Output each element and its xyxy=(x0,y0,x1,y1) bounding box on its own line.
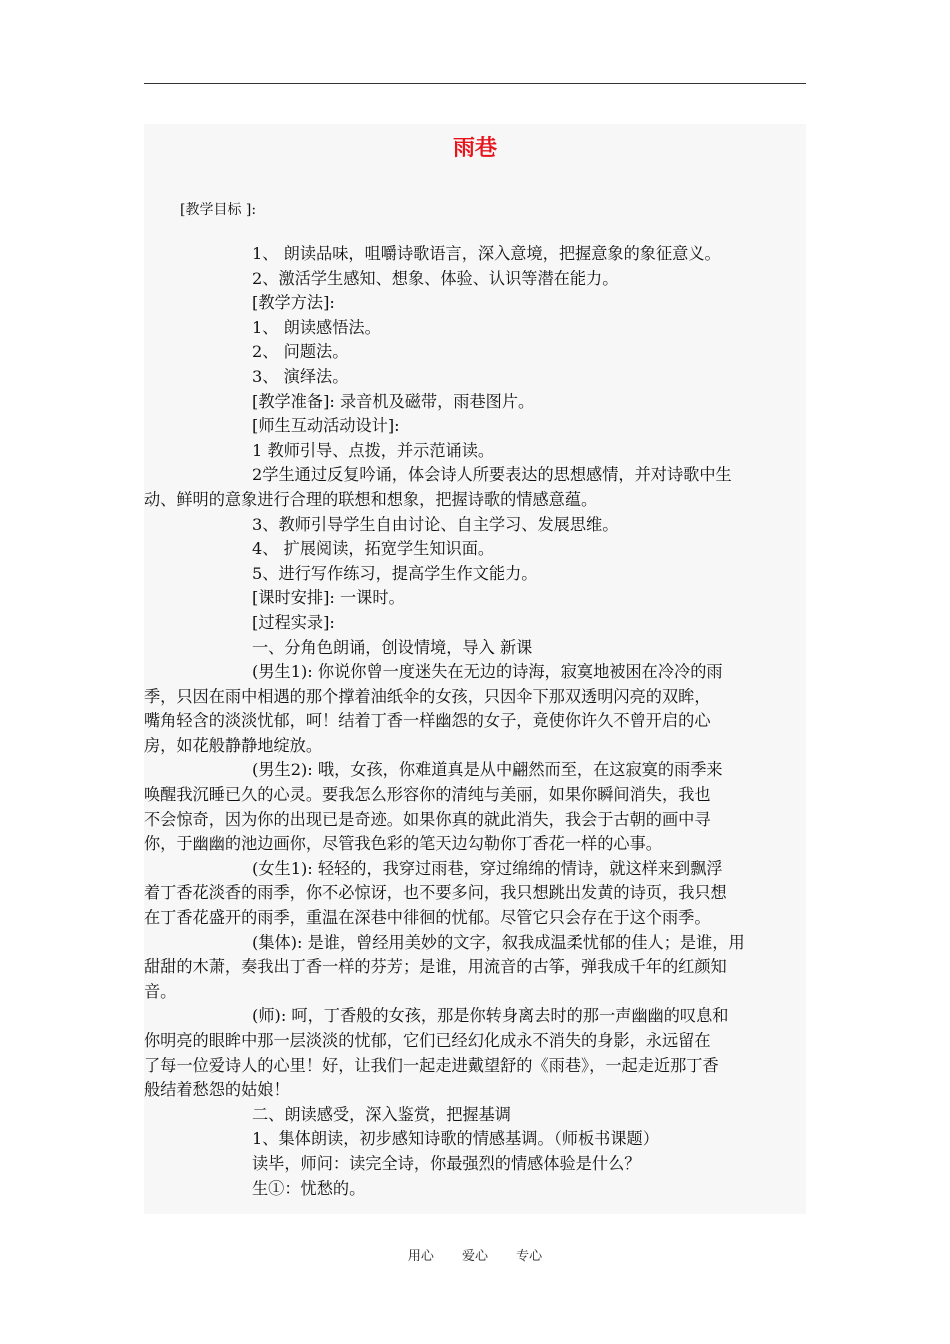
text-line: (师): 呵，丁香般的女孩，那是你转身离去时的那一声幽幽的叹息和 xyxy=(252,1006,729,1026)
text-line: 甜甜的木萧，奏我出丁香一样的芬芳；是谁，用流音的古筝，弹我成千年的红颜知 xyxy=(144,957,727,977)
text-line: [课时安排]: 一课时。 xyxy=(252,588,405,608)
text-line: 了每一位爱诗人的心里！好，让我们一起走进戴望舒的《雨巷》，一起走近那丁香 xyxy=(144,1055,719,1075)
text-line: 读毕，师问：读完全诗，你最强烈的情感体验是什么？ xyxy=(252,1153,641,1173)
document-body xyxy=(144,124,806,1214)
text-line: 你，于幽幽的池边画你，尽管我色彩的笔天边勾勒你丁香花一样的心事。 xyxy=(144,834,662,854)
text-line: [过程实录]: xyxy=(252,612,335,632)
header-rule xyxy=(144,83,806,84)
text-line: 般结着愁怨的姑娘！ xyxy=(144,1080,290,1100)
text-line: 5、进行写作练习，提高学生作文能力。 xyxy=(252,563,538,583)
lesson-plan-text xyxy=(144,242,806,1201)
text-line: 3、教师引导学生自由讨论、自主学习、发展思维。 xyxy=(252,514,619,534)
text-line: 二、朗读感受，深入鉴赏，把握基调 xyxy=(252,1104,511,1124)
text-line: 1、 朗读感悟法。 xyxy=(252,317,381,337)
text-line: 1、 朗读品味，咀嚼诗歌语言，深入意境，把握意象的象征意义。 xyxy=(252,244,721,263)
page-footer xyxy=(0,1248,950,1266)
text-line: 动、鲜明的意象进行合理的联想和想象，把握诗歌的情感意蕴。 xyxy=(144,489,598,509)
text-line: (集体): 是谁，曾经用美妙的文字，叙我成温柔忧郁的佳人；是谁，用 xyxy=(252,932,745,952)
footer-motto-1: 用心 xyxy=(407,1249,434,1264)
document-title: 雨巷 xyxy=(452,136,497,161)
text-line: (女生1): 轻轻的，我穿过雨巷，穿过绵绵的情诗，就这样来到飘浮 xyxy=(252,858,723,878)
text-line: 1 教师引导、点拨，并示范诵读。 xyxy=(252,440,495,460)
teaching-goal-label: [教学目标 ]: xyxy=(180,202,257,218)
text-line: 不会惊奇，因为你的出现已是奇迹。如果你真的就此消失，我会于古朝的画中寻 xyxy=(144,809,711,829)
text-line: 2、激活学生感知、想象、体验、认识等潜在能力。 xyxy=(252,268,619,288)
text-line: 在丁香花盛开的雨季，重温在深巷中徘徊的忧郁。尽管它只会存在于这个雨季。 xyxy=(144,908,711,928)
text-line: 4、 扩展阅读，拓宽学生知识面。 xyxy=(252,539,495,559)
text-line: 音。 xyxy=(144,981,177,1001)
text-line: [教学准备]: 录音机及磁带，雨巷图片。 xyxy=(252,391,535,411)
footer-motto-2: 爱心 xyxy=(461,1249,488,1264)
text-line: 着丁香花淡香的雨季，你不必惊讶，也不要多问，我只想跳出发黄的诗页，我只想 xyxy=(144,883,727,903)
text-line: (男生1): 你说你曾一度迷失在无边的诗海，寂寞地被困在冷冷的雨 xyxy=(252,662,723,682)
text-line: 3、 演绎法。 xyxy=(252,366,349,386)
text-line: (男生2): 哦，女孩，你难道真是从中翩然而至，在这寂寞的雨季来 xyxy=(252,760,723,780)
text-line: 生①：忧愁的。 xyxy=(252,1178,366,1198)
text-line: 2、 问题法。 xyxy=(252,342,349,362)
text-line: 你明亮的眼眸中那一层淡淡的忧郁，它们已经幻化成永不消失的身影，永远留在 xyxy=(144,1031,711,1050)
text-line: 1、集体朗读，初步感知诗歌的情感基调。（师板书课题） xyxy=(252,1129,659,1149)
text-line: 季，只因在雨中相遇的那个撑着油纸伞的女孩，只因伞下那双透明闪亮的双眸， xyxy=(144,686,711,706)
text-line: [教学方法]: xyxy=(252,293,335,313)
text-line: 房，如花般静静地绽放。 xyxy=(144,735,323,755)
text-line: 2学生通过反复吟诵，体会诗人所要表达的思想感情，并对诗歌中生 xyxy=(252,465,732,485)
text-line: [师生互动活动设计]: xyxy=(252,416,400,436)
footer-motto-3: 专心 xyxy=(516,1249,543,1264)
text-line: 一、分角色朗诵，创设情境，导入 新课 xyxy=(252,637,533,657)
text-line: 唤醒我沉睡已久的心灵。要我怎么形容你的清纯与美丽，如果你瞬间消失，我也 xyxy=(144,785,711,805)
text-line: 嘴角轻含的淡淡忧郁，呵！结着丁香一样幽怨的女子，竟使你许久不曾开启的心 xyxy=(144,711,711,731)
